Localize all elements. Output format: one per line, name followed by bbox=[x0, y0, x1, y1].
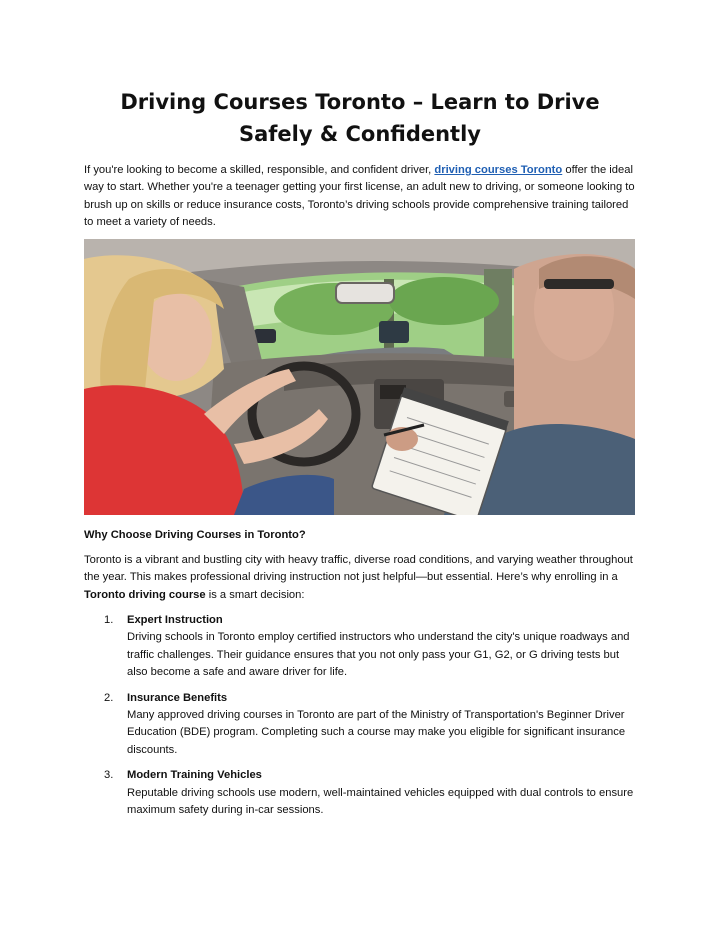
intro-text-start: If you're looking to become a skilled, responsible, and confident driver, bbox=[84, 164, 435, 176]
why-choose-paragraph bbox=[84, 552, 636, 604]
intro-text-end: offer the ideal way to start. Whether you're a teenager getting your first license, an adult new to driving, or someone looking to brush up on skills or reduce insurance costs, Toronto’s driving schools provide comprehensive training tailored to meet a variety of needs. bbox=[84, 164, 635, 229]
list-item-description: Driving schools in Toronto employ certified instructors who understand the city's unique roadways and traffic challenges. Their guidance ensures that you not only pass your G1, G2, or G driving tests but also become a safe and aware driver for life. bbox=[127, 631, 630, 679]
list-number: 1. bbox=[104, 614, 114, 626]
driving-courses-link[interactable]: driving courses Toronto bbox=[434, 164, 563, 176]
why-choose-heading: Why Choose Driving Courses in Toronto? bbox=[84, 529, 306, 541]
list-item-title: Modern Training Vehicles bbox=[127, 769, 262, 782]
toronto-driving-course-bold: Toronto driving course bbox=[84, 588, 206, 601]
list-item bbox=[84, 767, 636, 819]
why-text-end: is a smart decision: bbox=[205, 588, 305, 601]
list-number: 3. bbox=[104, 769, 114, 782]
list-item-title: Insurance Benefits bbox=[127, 691, 228, 704]
page-title: Driving Courses Toronto – Learn to Drive Safely & Confidently bbox=[120, 90, 600, 146]
driving-lesson-photo bbox=[84, 239, 635, 515]
list-item-title: Expert Instruction bbox=[127, 614, 223, 626]
benefits-list bbox=[84, 612, 636, 827]
list-item-description: Reputable driving schools use modern, well-maintained vehicles equipped with dual controls to ensure maximum safety during in-car sessions. bbox=[127, 786, 634, 817]
list-item bbox=[84, 690, 636, 760]
list-item-description: Many approved driving courses in Toronto are part of the Ministry of Transportation's Beginner Driver Education (BDE) program. Completing such a course may make you eligible for significant insurance discounts. bbox=[127, 709, 626, 756]
list-number: 2. bbox=[104, 691, 114, 704]
intro-paragraph bbox=[84, 162, 636, 232]
why-text-start: Toronto is a vibrant and bustling city with heavy traffic, diverse road conditions, and varying weather throughout the year. This makes professional driving instruction not just helpful—but essential. Here’s why enrolling in a bbox=[84, 554, 633, 584]
list-item bbox=[84, 612, 636, 682]
